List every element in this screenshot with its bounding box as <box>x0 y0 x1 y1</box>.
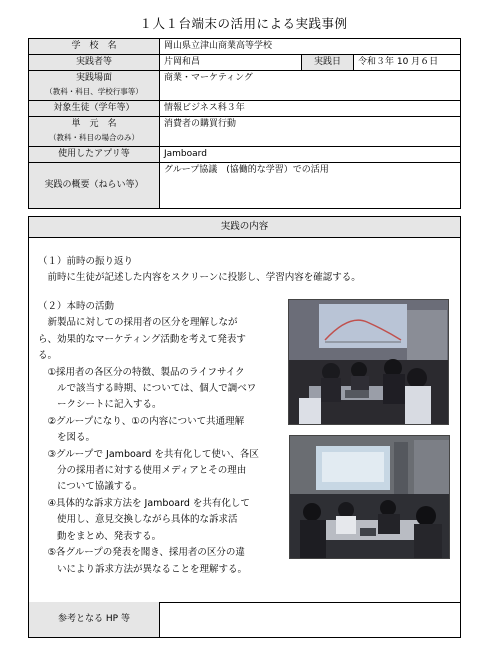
classroom-photo-1 <box>288 299 449 425</box>
content-line: について協議する。 <box>38 481 143 493</box>
content-line: 新製品に対しての採用者の区分を理解しなが <box>38 317 238 329</box>
scene-label-cell <box>29 71 160 101</box>
classroom-photo-1-image <box>289 300 448 424</box>
school-label: 学 校 名 <box>29 39 160 55</box>
reference-label: 参考となる HP 等 <box>29 602 160 637</box>
content-line: 使用し、意見交換しながら具体的な訴求活 <box>38 514 238 526</box>
content-line: （１）前時の振り返り <box>38 256 134 267</box>
content-line: ルで該当する時期、については、個人で調べワ <box>38 383 257 395</box>
scene-label: 実践場面 <box>75 73 112 83</box>
date-value: 令和３年 10 月６日 <box>354 55 461 71</box>
overview-value: グループ協議 (協働的な学習）での活用 <box>160 163 461 209</box>
app-value: Jamboard <box>160 147 461 163</box>
content-header: 実践の内容 <box>28 216 461 238</box>
content-line: る。 <box>38 350 58 362</box>
content-line: ①採用者の各区分の特徴、製品のライフサイク <box>38 366 245 378</box>
reference-row <box>28 602 461 638</box>
app-label: 使用したアプリ等 <box>29 147 160 163</box>
content-line: （２）本時の活動 <box>38 301 115 312</box>
date-label: 実践日 <box>302 55 354 71</box>
scene-sublabel: （教科・科目、学校行事等） <box>45 87 143 96</box>
scene-value: 商業・マーケティング <box>160 71 461 101</box>
content-line: を図る。 <box>38 432 96 444</box>
content-line: ②グループになり、①の内容について共通理解 <box>38 415 245 427</box>
content-line: 動をまとめ、発表する。 <box>38 530 162 542</box>
classroom-photo-2 <box>289 435 450 559</box>
unit-value: 消費者の購買行動 <box>160 117 461 147</box>
info-table <box>28 38 461 209</box>
content-line: ④具体的な訴求方法を Jamboard を共有化して <box>38 497 250 509</box>
teacher-value: 片岡和昌 <box>160 55 302 71</box>
content-line: いにより訴求方法が異なることを理解する。 <box>38 563 248 575</box>
overview-label: 実践の概要（ねらい等） <box>29 163 160 209</box>
school-value: 岡山県立津山商業高等学校 <box>160 39 461 55</box>
previous-review-block <box>38 254 361 287</box>
content-line: ⑤各グループの発表を聞き、採用者の区分の違 <box>38 547 245 559</box>
activity-block <box>38 299 259 578</box>
content-line: 分の採用者に対する使用メディアとその理由 <box>38 465 247 477</box>
unit-sublabel: （教科・科目の場合のみ） <box>49 133 139 142</box>
content-line: 前時に生徒が記述した内容をスクリーンに投影し、学習内容を確認する。 <box>38 272 361 284</box>
page-title: １人１台端末の活用による実践事例 <box>139 16 348 31</box>
content-line: ③グループで Jamboard を共有化して使い、各区 <box>38 448 259 460</box>
classroom-photo-2-image <box>290 436 449 558</box>
unit-label: 単 元 名 <box>71 119 117 129</box>
unit-label-cell <box>29 117 160 147</box>
content-line: ら、効果的なマーケティング活動を考えて発表す <box>38 333 246 345</box>
target-label: 対象生徒（学年等） <box>29 101 160 117</box>
target-value: 情報ビジネス科３年 <box>160 101 461 117</box>
content-line: ークシートに記入する。 <box>38 399 162 411</box>
teacher-label: 実践者等 <box>29 55 160 71</box>
